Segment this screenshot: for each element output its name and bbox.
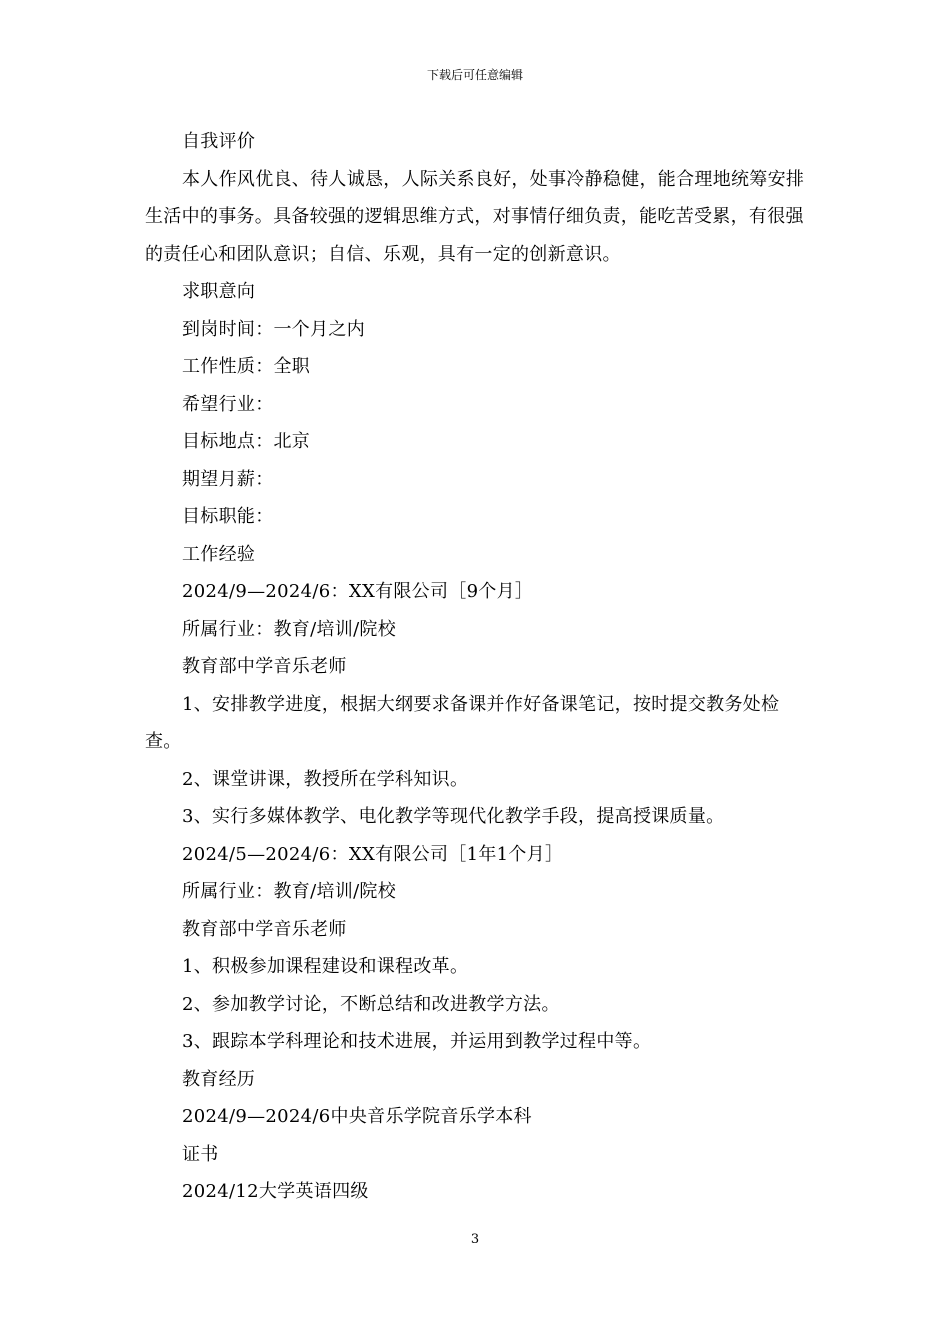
job-1-duty-3: 3、实行多媒体教学、电化教学等现代化教学手段，提高授课质量。	[182, 806, 725, 827]
desired-industry-line: 希望行业：	[182, 393, 274, 415]
section-heading-job-intention: 求职意向	[182, 281, 256, 302]
job-2-title: 教育部中学音乐老师	[182, 918, 347, 940]
job-1-duty-1: 1、安排教学进度，根据大纲要求备课并作好备课笔记，按时提交教务处检查。	[145, 693, 780, 752]
section-heading-certificates: 证书	[182, 1143, 219, 1165]
section-heading-self-evaluation: 自我评价	[182, 131, 256, 152]
document-body	[145, 123, 815, 1211]
job-1-period-company: 2024/9—2024/6：XX有限公司［9个月］	[182, 581, 534, 602]
target-function-line: 目标职能：	[182, 506, 274, 527]
section-heading-education: 教育经历	[182, 1068, 256, 1090]
expected-salary-line: 期望月薪：	[182, 468, 274, 490]
section-heading-work-experience: 工作经验	[182, 543, 256, 565]
job-2-duty-2: 2、参加教学讨论，不断总结和改进教学方法。	[182, 993, 560, 1015]
arrival-time-line: 到岗时间：一个月之内	[182, 318, 365, 340]
job-type-line: 工作性质：全职	[182, 356, 311, 377]
job-2-duty-1: 1、积极参加课程建设和课程改革。	[182, 956, 469, 977]
job-1-industry: 所属行业：教育/培训/院校	[182, 618, 397, 640]
page-number: 3	[470, 1232, 480, 1247]
education-entry: 2024/9—2024/6中央音乐学院音乐学本科	[182, 1106, 532, 1127]
job-2-duty-3: 3、跟踪本学科理论和技术进展，并运用到教学过程中等。	[182, 1031, 652, 1052]
job-2-period-company: 2024/5—2024/6：XX有限公司［1年1个月］	[182, 843, 564, 865]
job-2-industry: 所属行业：教育/培训/院校	[182, 881, 397, 902]
job-1-duty-2: 2、课堂讲课，教授所在学科知识。	[182, 768, 469, 790]
page-header-note: 下载后可任意编辑	[426, 68, 523, 82]
certificate-entry: 2024/12大学英语四级	[182, 1181, 369, 1202]
target-location-line: 目标地点：北京	[182, 431, 311, 452]
job-1-title: 教育部中学音乐老师	[182, 656, 347, 677]
self-evaluation-text: 本人作风优良、待人诚恳，人际关系良好，处事冷静稳健，能合理地统筹安排生活中的事务。具备较强的逻辑思维方式，对事情仔细负责，能吃苦受累，有很强的责任心和团队意识；自信、乐观，具有一定的创新意识。	[145, 168, 805, 265]
